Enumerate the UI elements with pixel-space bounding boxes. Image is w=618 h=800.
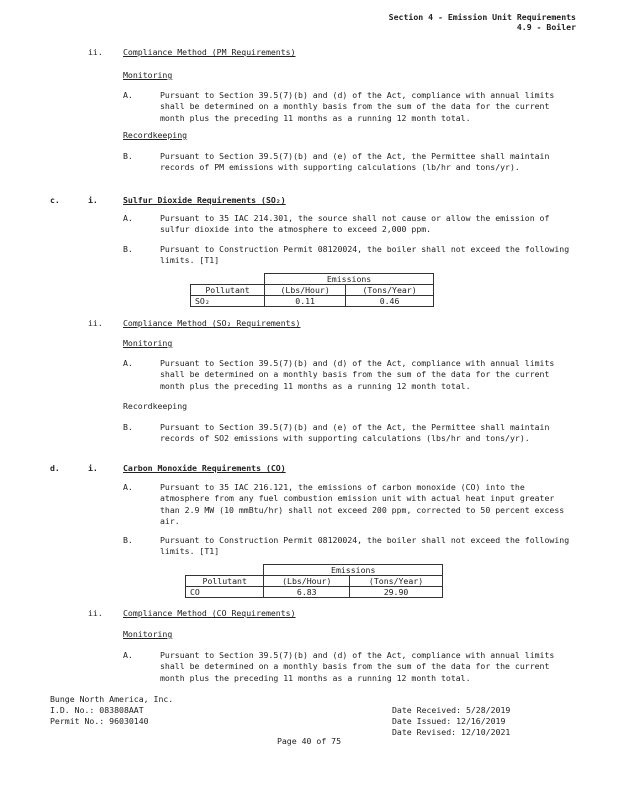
table-cell: CO [186, 587, 264, 598]
footer-date-received: Date Received: 5/28/2019 [392, 705, 511, 715]
subheading-recordkeeping: Recordkeeping [123, 130, 188, 140]
paragraph: Pursuant to Section 39.5(7)(b) and (e) of the Act, the Permittee shall maintain records of PM emissions with supporting calculations (lb/hr and tons/yr). [160, 151, 550, 173]
paragraph: Pursuant to Section 39.5(7)(b) and (e) of the Act, the Permittee shall maintain records of SO2 emissions with supporting calculations (lbs/hr and tons/yr). [160, 422, 550, 444]
table-column-header: Pollutant [191, 285, 265, 296]
subheading-monitoring: Monitoring [123, 338, 173, 348]
item-letter: B. [123, 422, 133, 432]
section-heading: Compliance Method (CO Requirements) [123, 608, 296, 618]
table-cell: 0.11 [265, 296, 346, 307]
section-letter: d. [50, 463, 60, 473]
paragraph: Pursuant to 35 IAC 216.121, the emissions of carbon monoxide (CO) into the atmosphere from any fuel combustion emission unit with actual heat input greater than 2.9 MW (10 mmBtu/hr) shall not exceed 200 ppm, corrected to 50 percent excess air. [160, 482, 565, 526]
subheading-recordkeeping: Recordkeeping [123, 401, 188, 411]
footer-company: Bunge North America, Inc. [50, 694, 174, 704]
subheading-monitoring: Monitoring [123, 629, 173, 639]
paragraph: Pursuant to Construction Permit 08120024, the boiler shall not exceed the following limits. [T1] [160, 244, 570, 266]
table-cell: SO₂ [191, 296, 265, 307]
item-letter: A. [123, 358, 133, 368]
item-letter: A. [123, 482, 133, 492]
table-row [191, 296, 434, 307]
header-subsection-title: 4.9 - Boiler [516, 22, 576, 32]
table-group-header: Emissions [264, 565, 443, 576]
paragraph: Pursuant to 35 IAC 214.301, the source shall not cause or allow the emission of sulfur dioxide into the atmosphere to exceed 2,000 ppm. [160, 213, 550, 235]
item-letter: A. [123, 213, 133, 223]
emissions-table [190, 273, 434, 307]
paragraph: Pursuant to Section 39.5(7)(b) and (d) of the Act, compliance with annual limits shall be determined on a monthly basis from the sum of the data for the current month plus the preceding 11 months as a running 12 month total. [160, 90, 555, 123]
paragraph: Pursuant to Section 39.5(7)(b) and (d) of the Act, compliance with annual limits shall be determined on a monthly basis from the sum of the data for the current month plus the preceding 11 months as a running 12 month total. [160, 650, 555, 683]
table-row [186, 587, 443, 598]
page-number: Page 40 of 75 [276, 736, 342, 746]
section-number: i. [88, 195, 98, 205]
section-letter: c. [50, 195, 60, 205]
section-heading: Carbon Monoxide Requirements (CO) [123, 463, 286, 473]
section-heading: Sulfur Dioxide Requirements (SO₂) [123, 195, 286, 205]
item-letter: A. [123, 650, 133, 660]
section-number: ii. [88, 47, 103, 57]
section-heading: Compliance Method (PM Requirements) [123, 47, 296, 57]
footer-date-issued: Date Issued: 12/16/2019 [392, 716, 506, 726]
table-cell: 0.46 [346, 296, 434, 307]
emissions-table [185, 564, 443, 598]
section-number: i. [88, 463, 98, 473]
table-column-header: (Tons/Year) [346, 285, 434, 296]
table-cell: 6.83 [264, 587, 350, 598]
item-letter: B. [123, 535, 133, 545]
section-number: ii. [88, 608, 103, 618]
footer-date-revised: Date Revised: 12/10/2021 [392, 727, 511, 737]
item-letter: B. [123, 244, 133, 254]
table-cell: 29.90 [350, 587, 443, 598]
table-group-header: Emissions [265, 274, 434, 285]
table-column-header: (Lbs/Hour) [264, 576, 350, 587]
item-letter: A. [123, 90, 133, 100]
footer-id-number: I.D. No.: 083808AAT [50, 705, 144, 715]
header-section-title: Section 4 - Emission Unit Requirements [388, 12, 576, 22]
paragraph: Pursuant to Section 39.5(7)(b) and (d) of the Act, compliance with annual limits shall be determined on a monthly basis from the sum of the data for the current month plus the preceding 11 months as a running 12 month total. [160, 358, 555, 391]
section-number: ii. [88, 318, 103, 328]
footer-permit-number: Permit No.: 96030140 [50, 716, 149, 726]
section-heading: Compliance Method (SO₂ Requirements) [123, 318, 301, 328]
item-letter: B. [123, 151, 133, 161]
subheading-monitoring: Monitoring [123, 70, 173, 80]
table-column-header: Pollutant [186, 576, 264, 587]
table-column-header: (Tons/Year) [350, 576, 443, 587]
table-column-header: (Lbs/Hour) [265, 285, 346, 296]
paragraph: Pursuant to Construction Permit 08120024, the boiler shall not exceed the following limits. [T1] [160, 535, 570, 557]
